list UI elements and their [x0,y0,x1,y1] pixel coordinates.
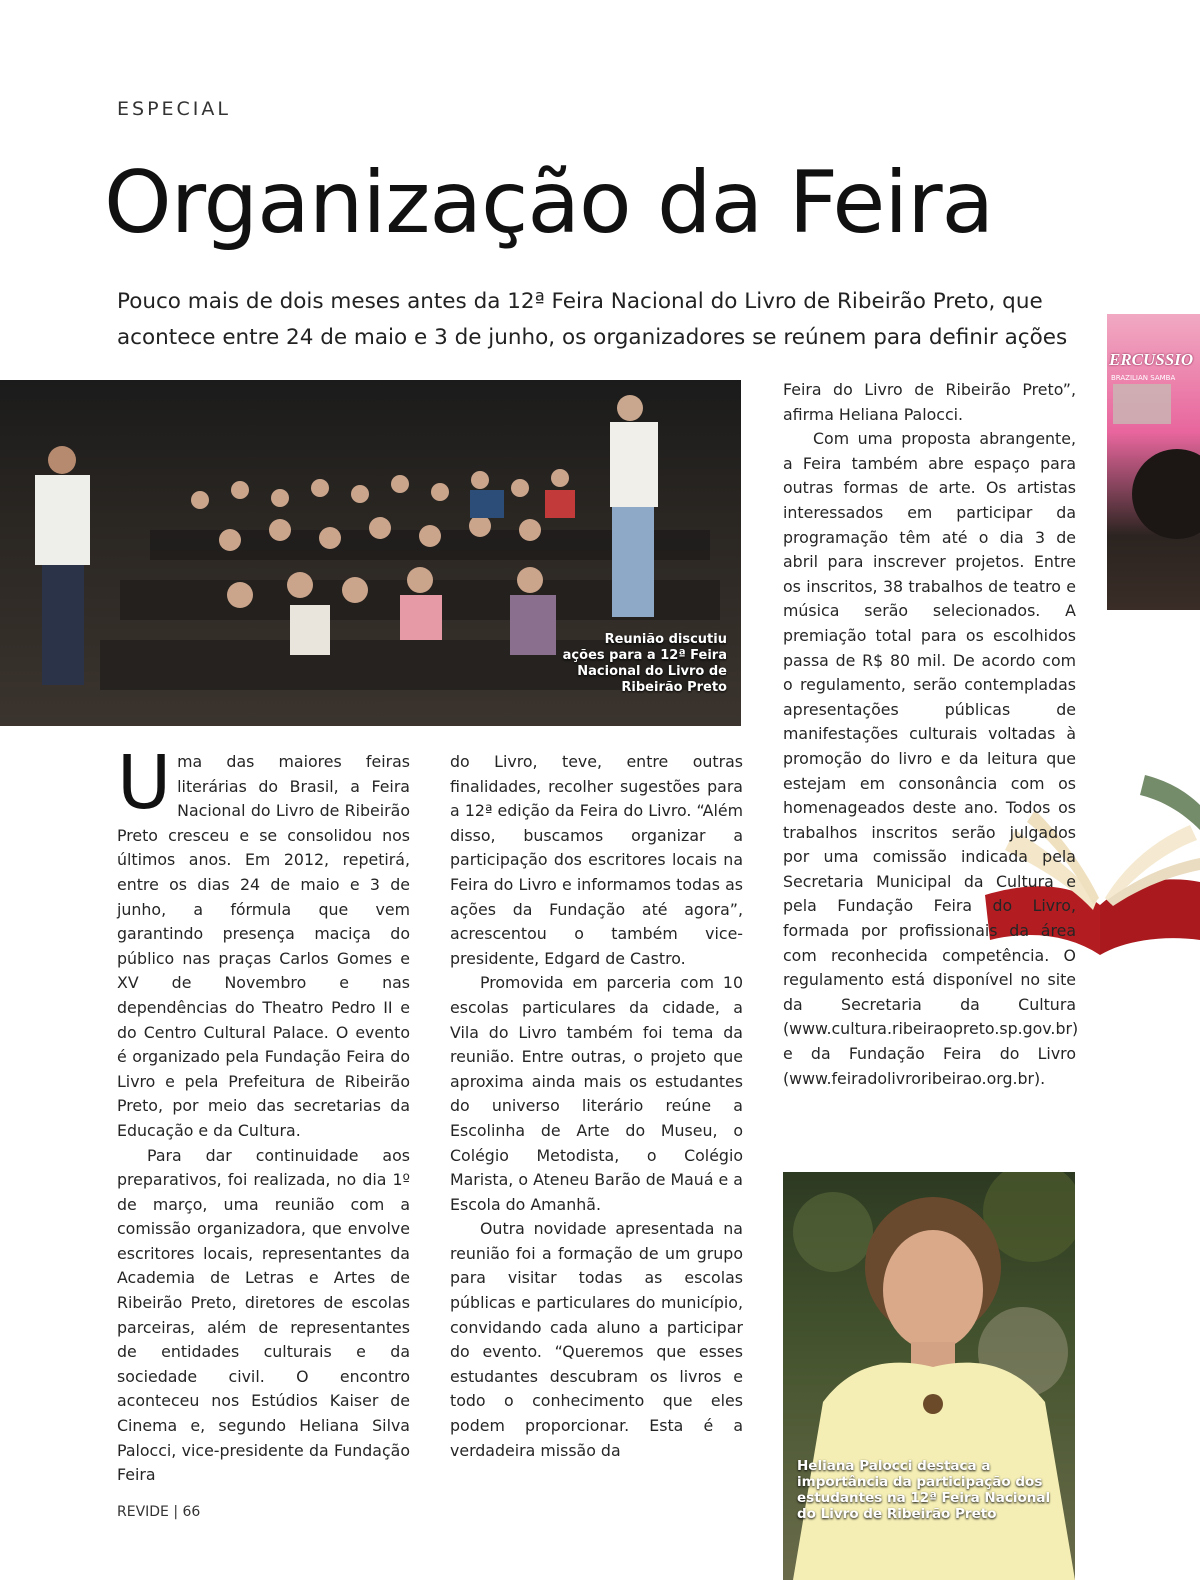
portrait-caption: Heliana Palocci destaca a importância da participação dos estudantes na 12ª Feira Nacional do Livro de Ribeirão Preto [797,1458,1051,1522]
side-photo [1107,314,1200,610]
article-paragraph [117,740,410,1144]
article-paragraph: Outra novidade apresentada na reunião foi a formação de um grupo para visitar todas as escolas públicas e particulares do município, convidando cada aluno a participar do evento. “Queremos que esses estudantes descubram os livros e todo o conhecimento que eles podem proporcionar. Esta é a verdadeira missão da [450,1219,743,1460]
caption-line: Reunião discutiu [604,632,727,647]
meeting-photo [0,380,741,726]
article-column-2 [450,750,743,1463]
article-paragraph: Feira do Livro de Ribeirão Preto”, afirma Heliana Palocci. [783,380,1076,424]
paragraph-text: ma das maiores feiras literárias do Brasil, a Feira Nacional do Livro de Ribeirão Preto cresceu e se consolidou nos últimos anos. Em 2012, repetirá, entre os dias 24 de maio e 3 de junho, a fórmula que vem garantindo presença maciça do público nas praças Carlos Gomes e XV de Novembro e nas dependências do Theatro Pedro II e do Centro Cultural Palace. O evento é organizado pela Fundação Feira do Livro e pela Prefeitura de Ribeirão Preto, por meio das secretarias da Educação e da Cultura. [117,752,410,1140]
article-paragraph: do Livro, teve, entre outras finalidades, recolher sugestões para a 12ª edição da Feira do Livro. “Além disso, buscamos organizar a participação dos escritores locais na Feira do Livro e informamos todas as ações da Fundação até agora”, acrescentou o também vice-presidente, Edgard de Castro. [450,752,743,968]
drop-cap: U [117,740,172,826]
page-title: Organização da Feira [104,153,994,253]
caption-line: ações para a 12ª Feira [562,648,727,663]
side-photo-subtext: BRAZILIAN SAMBA [1111,374,1176,382]
caption-line: Nacional do Livro de [577,664,727,679]
meeting-photo-caption [537,632,727,696]
side-photo-text: ERCUSSIO [1109,350,1194,369]
article-column-1 [117,740,410,1488]
article-paragraph: Com uma proposta abrangente, a Feira também abre espaço para outras formas de arte. Os artistas interessados em participar da programação têm até o dia 3 de abril para inscrever projetos. Entre os inscritos, 38 trabalhos de teatro e música serão selecionados. A premiação total para os escolhidos passa de R$ 80 mil. De acordo com o regulamento, serão contempladas apresentações públicas de manifestações culturais voltadas à promoção do livro e da leitura que estejam em consonância com os homenageados deste ano. Todos os trabalhos inscritos serão julgados por uma comissão indicada pela Secretaria Municipal da Cultura e pela Fundação Feira do Livro, formada por profissionais da área com reconhecida competência. O regulamento está disponível no site da Secretaria da Cultura (www.cultura.ribeiraopreto.sp.gov.br) e da Fundação Feira do Livro (www.feiradolivroribeirao.org.br). [783,429,1079,1088]
article-paragraph: Promovida em parceria com 10 escolas particulares da cidade, a Vila do Livro também foi tema da reunião. Entre outras, o projeto que aproxima ainda mais os estudantes do universo literário reúne a Escolinha de Arte do Museu, o Colégio Metodista, o Colégio Marista, o Ateneu Barão de Mauá e a Escola do Amanhã. [450,973,743,1214]
side-photo-illustration [1107,314,1200,610]
portrait-photo [783,1172,1075,1580]
section-label: ESPECIAL [117,98,231,120]
article-paragraph: Para dar continuidade aos preparativos, foi realizada, no dia 1º de março, uma reunião com a comissão organizadora, que envolve escritores locais, representantes da Academia de Letras e Artes de Ribeirão Preto, diretores de escolas parceiras, além de representantes de entidades culturais e da sociedade civil. O encontro aconteceu nos Estúdios Kaiser de Cinema e, segundo Heliana Silva Palocci, vice-presidente da Fundação Feira [117,1145,410,1485]
article-column-3 [783,378,1079,1091]
page-footer: REVIDE | 66 [117,1504,201,1520]
lead-paragraph: Pouco mais de dois meses antes da 12ª Feira Nacional do Livro de Ribeirão Preto, que acontece entre 24 de maio e 3 de junho, os organizadores se reúnem para definir ações [117,289,1068,350]
caption-line: Ribeirão Preto [621,680,727,695]
